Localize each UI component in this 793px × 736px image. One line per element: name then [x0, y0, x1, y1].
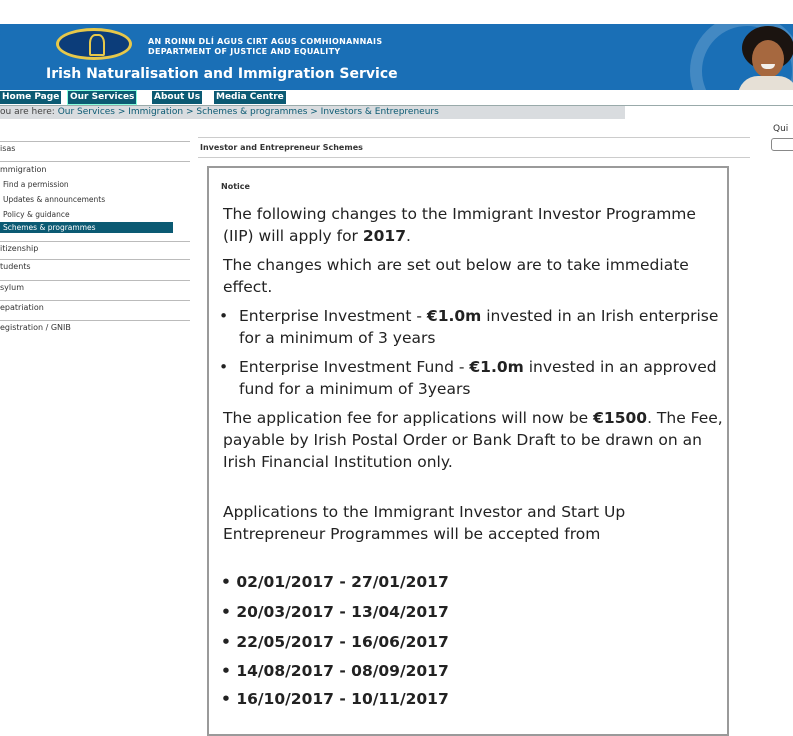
divider: [198, 137, 750, 138]
sidebar-item-students[interactable]: tudents: [0, 259, 190, 273]
bullet-icon: •: [219, 358, 229, 376]
bullet1-pre: Enterprise Investment -: [239, 307, 427, 325]
department-name-irish: AN ROINN DLÍ AGUS CIRT AGUS COMHIONANNAIS: [148, 37, 383, 46]
bullet-icon: •: [221, 633, 231, 651]
date-range: 22/05/2017 - 16/06/2017: [236, 633, 449, 651]
sidebar-item-citizenship[interactable]: itizenship: [0, 241, 190, 255]
sidebar-item-updates[interactable]: Updates & announcements: [3, 195, 106, 204]
nav-about-us[interactable]: About Us: [154, 92, 201, 102]
bullet-icon: •: [221, 603, 231, 621]
bullet2-amount: €1.0m: [469, 358, 524, 376]
sidebar-item-policy[interactable]: Policy & guidance: [3, 210, 70, 219]
service-title[interactable]: Irish Naturalisation and Immigration Service: [46, 66, 398, 82]
harp-icon: [89, 34, 105, 56]
main-nav: [0, 90, 793, 106]
date-range-item: [221, 603, 449, 621]
sidebar-item-visas[interactable]: isas: [0, 141, 190, 155]
quick-search-label: Qui: [773, 124, 789, 134]
quick-search-input[interactable]: [771, 138, 793, 151]
sidebar-item-registration[interactable]: egistration / GNIB: [0, 320, 190, 334]
date-range-item: [221, 573, 449, 591]
breadcrumb: [0, 106, 625, 119]
fee-amount: €1500: [593, 409, 648, 427]
para1-end: .: [406, 227, 411, 245]
notice-box: [207, 166, 729, 736]
bullet-text: [239, 356, 719, 400]
para3-pre: The application fee for applications will now be: [223, 409, 594, 427]
divider: [198, 157, 750, 158]
sidebar-item-immigration[interactable]: mmigration: [0, 161, 190, 177]
sidebar-item-schemes[interactable]: Schemes & programmes: [0, 222, 173, 233]
date-range-item: [221, 662, 449, 680]
date-range: 16/10/2017 - 10/11/2017: [236, 690, 449, 708]
sidebar-item-find-permission[interactable]: Find a permission: [3, 180, 69, 189]
para1-text: The following changes to the Immigrant Investor Programme (IIP) will apply for: [223, 205, 696, 245]
notice-paragraph-1: [223, 203, 723, 247]
para1-year: 2017: [362, 227, 406, 245]
breadcrumb-prefix: ou are here:: [0, 107, 55, 117]
bullet-icon: •: [221, 662, 231, 680]
nav-media-centre[interactable]: Media Centre: [216, 92, 284, 102]
date-range-item: [221, 690, 449, 708]
sidebar: [0, 141, 190, 334]
bullet2-post: invested in an approved fund for a minimum of 3years: [239, 358, 717, 398]
nav-home-page[interactable]: Home Page: [2, 92, 60, 102]
bullet-icon: •: [221, 690, 231, 708]
date-range: 14/08/2017 - 08/09/2017: [236, 662, 449, 680]
sidebar-item-asylum[interactable]: sylum: [0, 280, 190, 294]
bullet-text: [239, 305, 719, 349]
bullet1-post: invested in an Irish enterprise for a minimum of 3 years: [239, 307, 719, 347]
nav-our-services[interactable]: Our Services: [70, 92, 135, 102]
notice-heading: Notice: [221, 182, 250, 191]
page-title: Investor and Entrepreneur Schemes: [200, 143, 363, 152]
notice-paragraph-4: Applications to the Immigrant Investor and Start Up Entrepreneur Programmes will be accepted from: [223, 503, 626, 543]
bullet2-pre: Enterprise Investment Fund -: [239, 358, 470, 376]
date-range-item: [221, 633, 449, 651]
bullet1-amount: €1.0m: [426, 307, 482, 325]
date-range: 20/03/2017 - 13/04/2017: [236, 603, 449, 621]
notice-paragraph-2: The changes which are set out below are to take immediate effect.: [223, 256, 689, 296]
para3-post: . The Fee, payable by Irish Postal Order or Bank Draft to be drawn on an Irish Financial Institution only.: [223, 409, 723, 471]
header-photo: [738, 26, 793, 90]
harp-logo[interactable]: [56, 28, 132, 60]
sidebar-item-repatriation[interactable]: epatriation: [0, 300, 190, 314]
site-header: [0, 24, 793, 90]
notice-paragraph-3: [223, 407, 723, 473]
bullet-icon: •: [219, 307, 229, 325]
breadcrumb-path[interactable]: Our Services > Immigration > Schemes & programmes > Investors & Entrepreneurs: [57, 107, 439, 117]
bullet-icon: •: [221, 573, 231, 591]
date-range: 02/01/2017 - 27/01/2017: [236, 573, 449, 591]
department-name-english: DEPARTMENT OF JUSTICE AND EQUALITY: [148, 47, 341, 56]
